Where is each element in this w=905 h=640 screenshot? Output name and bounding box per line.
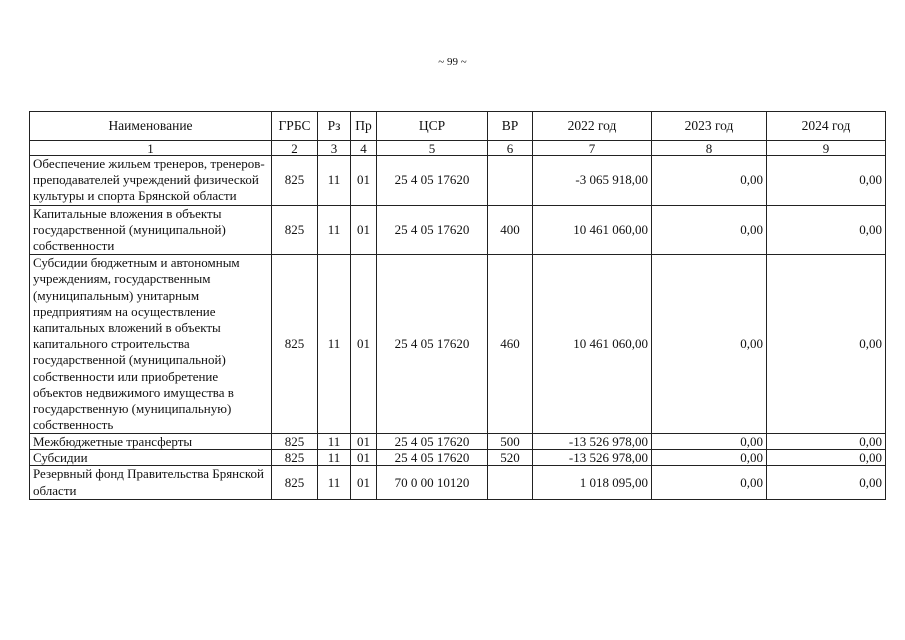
table-row [30,466,886,499]
row-pr: 01 [351,156,377,206]
row-2022: -13 526 978,00 [533,434,652,450]
row-grbs: 825 [272,466,318,499]
row-2023: 0,00 [652,156,767,206]
row-name: Субсидии бюджетным и автономным учреждениям, государственным (муниципальным) унитарным предприятиям на осуществление капитальных вложений в объекты капитального строительства государственной (муниципальной) собственности или приобретение объектов недвижимого имущества в государственную (муниципальную) собственность [30,255,272,434]
column-number-row [30,141,886,156]
header-rz: Рз [318,112,351,141]
row-pr: 01 [351,205,377,255]
row-2022: -3 065 918,00 [533,156,652,206]
row-2023: 0,00 [652,434,767,450]
row-name: Межбюджетные трансферты [30,434,272,450]
header-2023: 2023 год [652,112,767,141]
row-rz: 11 [318,434,351,450]
header-pr: Пр [351,112,377,141]
row-vr [488,156,533,206]
row-2024: 0,00 [767,466,886,499]
row-2023: 0,00 [652,466,767,499]
header-vr: ВР [488,112,533,141]
row-2024: 0,00 [767,434,886,450]
row-name: Обеспечение жильем тренеров, тренеров-преподавателей учреждений физической культуры и спорта Брянской области [30,156,272,206]
column-number: 4 [351,141,377,156]
row-csr: 70 0 00 10120 [377,466,488,499]
row-name: Резервный фонд Правительства Брянской области [30,466,272,499]
row-2024: 0,00 [767,205,886,255]
column-number: 5 [377,141,488,156]
row-2024: 0,00 [767,450,886,466]
row-2022: -13 526 978,00 [533,450,652,466]
row-vr: 400 [488,205,533,255]
header-2022: 2022 год [533,112,652,141]
column-number: 6 [488,141,533,156]
row-rz: 11 [318,156,351,206]
row-grbs: 825 [272,156,318,206]
column-number: 1 [30,141,272,156]
row-grbs: 825 [272,450,318,466]
header-grbs: ГРБС [272,112,318,141]
table-row [30,434,886,450]
table-header-row [30,112,886,141]
row-csr: 25 4 05 17620 [377,434,488,450]
row-csr: 25 4 05 17620 [377,156,488,206]
row-csr: 25 4 05 17620 [377,450,488,466]
row-rz: 11 [318,255,351,434]
row-pr: 01 [351,466,377,499]
row-2023: 0,00 [652,450,767,466]
column-number: 3 [318,141,351,156]
page-number: ~ 99 ~ [438,56,467,68]
column-number: 7 [533,141,652,156]
row-rz: 11 [318,466,351,499]
table-row [30,450,886,466]
row-2022: 1 018 095,00 [533,466,652,499]
row-vr: 460 [488,255,533,434]
row-grbs: 825 [272,205,318,255]
row-pr: 01 [351,450,377,466]
row-csr: 25 4 05 17620 [377,205,488,255]
row-grbs: 825 [272,255,318,434]
row-2022: 10 461 060,00 [533,205,652,255]
row-vr: 500 [488,434,533,450]
table-row [30,205,886,255]
row-2024: 0,00 [767,156,886,206]
row-grbs: 825 [272,434,318,450]
row-rz: 11 [318,450,351,466]
row-name: Капитальные вложения в объекты государственной (муниципальной) собственности [30,205,272,255]
row-name: Субсидии [30,450,272,466]
row-vr: 520 [488,450,533,466]
header-name: Наименование [30,112,272,141]
table-row [30,255,886,434]
row-rz: 11 [318,205,351,255]
column-number: 9 [767,141,886,156]
row-2024: 0,00 [767,255,886,434]
header-csr: ЦСР [377,112,488,141]
row-pr: 01 [351,434,377,450]
row-pr: 01 [351,255,377,434]
row-2022: 10 461 060,00 [533,255,652,434]
budget-table [29,111,886,500]
column-number: 2 [272,141,318,156]
table-row [30,156,886,206]
header-2024: 2024 год [767,112,886,141]
row-2023: 0,00 [652,205,767,255]
row-csr: 25 4 05 17620 [377,255,488,434]
column-number: 8 [652,141,767,156]
row-2023: 0,00 [652,255,767,434]
row-vr [488,466,533,499]
